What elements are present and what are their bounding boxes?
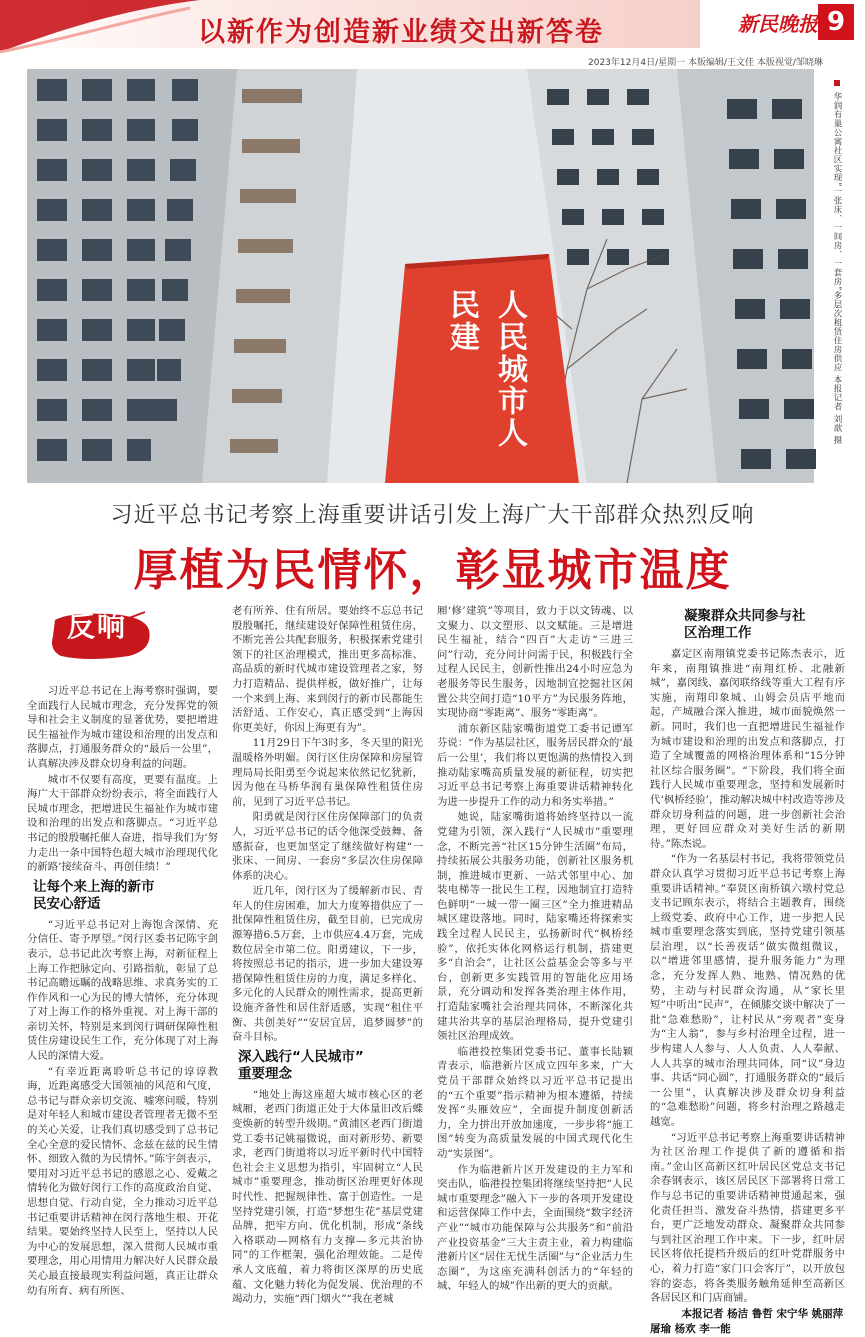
page-number: 9 [818,4,854,40]
paragraph: 城市不仅要有高度，更要有温度。上海广大干部群众纷纷表示，将全面践行人民城市理念，把增进民生福祉作为城市建设和治理的出发点和落脚点。“习近平总书记的殷殷嘱托催人奋进，指导我们为‘努力走出一条中国特色超大城市治理现代化的新路’接续奋斗、再创佳绩！” [27,773,218,874]
byline-line: 屠瑜 杨欢 李一能 [650,1322,731,1335]
paragraph: 嘉定区南翔镇党委书记陈杰表示，近年来，南翔镇推进“南翔红桥、北融新城”，嘉闵线、嘉闵联络线等重大工程有序实施，南翔印象城、山姆会员店平地而起，产城融合深入推进，城市面貌焕然一新。同时，我们也一直把增进民生福祉作为城市建设和治理的出发点和落脚点，打造了全域覆盖的网格治理体系和“15分钟社区综合服务圈”。“下阶段，我们将全面践行人民城市重要理念，坚持和发展新时代‘枫桥经验’，推动解决城中村改造等涉及群众切身利益的问题，进一步创新社会治理，更好回应群众对美好生活的新期待。”陈杰说。 [650,648,845,850]
headline-kicker: 习近平总书记考察上海重要讲话引发上海广大干部群众热烈反响 [110,503,755,528]
paragraph: 浦东新区陆家嘴街道党工委书记谭军芬说：“作为基层社区，服务居民群众的‘最后一公里’，我们将以更饱满的热情投入到推动陆家嘴高质量发展的新征程，切实把习近平总书记考察上海重要讲话精神转化为进一步提升工作的动力和务实举措。” [437,722,633,808]
paragraph: 临港投控集团党委书记、董事长陆颖青表示，临港新片区成立四年多来，广大党员干部群众始终以习近平总书记提出的“五个重要”指示精神为根本遵循，持续发挥“头雁效应”，全面提升制度创新活力，全力拼出开放加速度，一步步将“施工图”转变为高质量发展的中国式现代化生动“实景图”。 [437,1045,633,1160]
paragraph: 厢‘修’建筑”等项目，致力于以文铸魂、以文聚力、以文塑形、以文赋能。三是增进民生福祉，结合“四百”大走访“三进三问”行动，充分问计问需于民，积极践行全过程人民民主，创新性推出24小时应急为老服务等民生服务，因地制宜挖掘社区闲置公共空间打造“10平方”为民服务阵地，实现协商“零距离”、服务“零距离”。 [437,605,633,720]
subhead-line: 重要理念 [238,1065,292,1082]
paragraph: 老有所养、住有所居。要始终不忘总书记殷殷嘱托，继续建设好保障性租赁住房，不断完善公共配套服务，积极探索党建引领下的社区治理模式，推出更多高标准、高品质的新时代城市建设管理者之家，努力打造精品、提供样板，做好推广，让每一个来到上海、来到闵行的新市民都能生活舒适、工作安心，真正感受到“上海因你更美好，你因上海更有为”。 [232,605,423,734]
byline-line: 本报记者 杨洁 鲁哲 宋宁华 姚丽萍 [681,1307,844,1320]
banner-slogan: 人民城市人民建 [444,289,527,449]
subhead-line: 民安心舒适 [33,895,101,912]
article-column-2 [232,604,423,1306]
section-badge [27,604,218,682]
article-column-4 [650,604,845,1335]
paragraph: 作为临港新片区开发建设的主力军和突击队，临港投控集团将继续坚持把“人民城市重要理念”融入下一步的各项开发建设和运营保障工作中去，全面围绕“数字经济产业”“城市功能保障与公共服务”和“前沿产业投资基金”三大主责主业，着力构建临港新片区“居住无忧生活圈”与“企业活力生态圈”，为这座充满科创活力的“年轻的城、年轻人的城”作出新的更大的贡献。 [437,1163,633,1293]
decorative-swoosh [0,0,200,52]
paragraph: “习近平总书记考察上海重要讲话精神为社区治理工作提供了新的遵循和指南。”金山区高新区红叶居民区党总支书记余春钢表示，该区居民区下部署将日常工作与总书记的重要讲话精神贯通起来，强化责任担当、激发奋斗热情，搭建更多平台，更广泛地发动群众、凝聚群众共同参与到社区治理工作中来。下一步，红叶居民区将依托提档升级后的红叶党群服务中心，着力打造“家门口会客厅”，以开放包容的姿态，将各类服务触角延伸至高新区各居民区和门店商铺。 [650,1131,845,1305]
byline [650,1307,845,1337]
page-slogan: 以新作为创造新业绩交出新答卷 [198,17,604,48]
paragraph: “有幸近距离聆听总书记的谆谆教诲，近距离感受大国领袖的风范和气度，总书记与群众亲切交流、嘘寒问暖，特别是对年轻人和城市建设者管理者无微不至的关心关爱，让我们真切感受到了总书记全心全意的爱民情怀、念兹在兹的民生情怀、细致入微的为民情怀。”陈宇剑表示，要用对习近平总书记的感恩之心、爱戴之情转化为做好闵行工作的高度政治自觉、思想自觉、行动自觉，全力推动习近平总书记重要讲话精神在闵行落地生根、开花结果。要始终坚持人民至上，坚持以人民为中心的发展思想，深入贯彻人民城市重要理念，用心用情用力解决好人民群众最关心最直接最现实利益问题，真正让群众幼有所育、病有所医、 [27,1065,218,1297]
paragraph: “习近平总书记对上海饱含深情、充分信任、寄予厚望。”闵行区委书记陈宇剑表示，总书记此次考察上海，对新征程上上海工作把脉定向、引路指航，彰显了总书记高瞻远瞩的战略思维、求真务实的工作作风和一心为民的博大情怀，充分体现了对上海工作的格外重视、对上海干部的亲切关怀，特别是来到闵行调研保障性租赁住房建设民生工作，充分体现了对上海人民的深情大爱。 [27,918,218,1063]
paragraph: 近几年，闵行区为了缓解新市民、青年人的住房困难，加大力度筹措供应了一批保障性租赁住房，截至目前，已完成房源筹措6.5万套，上市供应4.4万套，完成数位居全市第二位。阳勇建议，下一步，将按照总书记的指示，进一步加大建设筹措保障性租赁住房的力度，满足多样化、多元化的人民群众的刚性需求，提高更新设施齐备性和居住舒适感，实现“租住平衡、共创美好”“安居宜居，追梦圆梦”的奋斗目标。 [232,885,423,1044]
paragraph: “地处上海这座超大城市核心区的老城厢，老西门街道正处于大体量旧改后蝶变焕新的转型升级期。”黄浦区老西门街道党工委书记姚福微说，面对新形势、新要求，老西门街道将以习近平新时代中国特色社会主义思想为指引，牢固树立“人民城市”重要理念，推动街区治理更好体现时代性、把握规律性、富于创造性。一是坚持党建引领，打造“梦想生花”基层党建品牌，把牢方向、优化机制，形成“条线入格联动—网格有力支撑—多元共治协同”的工作框架，强化治理效能。二是传承人文底蕴，着力将街区深厚的历史底蕴、文化魅力转化为促发展、优治理的不竭动力，实施“西门烟火”“我在老城 [232,1088,423,1306]
subhead-line: 让每个来上海的新市 [33,878,155,895]
section-subhead [684,608,845,642]
lead-photo [27,69,814,483]
section-subhead [238,1049,423,1083]
masthead [0,0,865,52]
paragraph: “作为一名基层村书记，我将带领党员群众认真学习贯彻习近平总书记考察上海重要讲话精神。”奉贤区南桥镇六墩村党总支书记顾东表示，将结合主题教育，围绕上级党委、政府中心工作，进一步把人民城市重要理念落实到底，坚持党建引领基层治理，以“长善夜话”做实微组微议，以“增进邻里感情，提升服务能力”为理念，充分发挥人熟、地熟、情况熟的优势，主动与村民群众沟通，从“家长里短”中听出“民声”，在倾膝交谈中解决了一批“急难愁盼”，让村民从“旁观者”变身为“主人翁”，参与乡村治理全过程，进一步构建人人参与、人人负责、人人奉献、人人共享的城市治理共同体，同“议”身边事、共话“同心圆”，打通服务群众的“最后一公里”，认真解决涉及群众切身利益的“急难愁盼”问题，将乡村治理之路越走越宽。 [650,853,845,1128]
subhead-line: 凝聚群众共同参与社 [684,608,806,624]
caption-marker [834,80,840,86]
paragraph: 11月29日下午3时多，冬天里的阳光温暖格外明媚。闵行区住房保障和房屋管理局局长阳勇至今说起来依然记忆犹新，因为他在马桥华润有巢保障性租赁住房前，见到了习近平总书记。 [232,737,423,808]
main-headline: 厚植为民情怀，彰显城市温度 [133,545,732,596]
dateline: 2023年12月4日/星期一 本版编辑/王文佳 本版视觉/邹晓琳 [588,58,823,68]
paragraph: 习近平总书记在上海考察时强调，要全面践行人民城市理念，充分发挥党的领导和社会主义制度的显著优势，要把增进民生福祉作为城市建设和治理的出发点和落脚点，打通服务群众的“最后一公里”，认真解决涉及群众切身利益的问题。 [27,685,218,770]
paragraph: 阳勇就是闵行区住房保障部门的负责人，习近平总书记的话令他深受鼓舞、备感振奋，也更加坚定了继续做好构建“一张床、一间房、一套房”多层次住房保障体系的决心。 [232,811,423,882]
photo-caption [826,80,842,480]
section-subhead [33,879,218,913]
photo-caption-text: 华润有巢公寓社区实现“一张床、一间房、一套房”多层次租赁住房供应 本报记者 刘歆 摄 [832,92,842,445]
section-badge-label: 反响 [67,610,128,643]
paragraph: 她说，陆家嘴街道将始终坚持以一流党建为引领，深入践行“人民城市”重要理念，不断完善“社区15分钟生活圈”布局，持续拓展公共服务功能，创新社区服务机制，推进城市更新、一站式邻里中心、加装电梯等一批民生工程，因地制宜打造特色鲜明“一城一带一圈三区”全力推进精品城区建设落地。同时，陆家嘴还将探索实践全过程人民民主，弘扬新时代“枫桥经验”，依托实体化网格运行机制，搭建更多“自治会”，让社区公益基金会等多与平台，创新更多实践管用的智能化应用场景，充分调动和发挥各类治理主体作用，打造陆家嘴社会治理共同体，不断深化共建共治共享的基层治理格局，提升党建引领社区治理成效。 [437,811,633,1043]
article-column-3 [437,604,633,1293]
newspaper-logo: 新民晚报 [738,12,818,36]
article-column-1 [27,604,218,1297]
subhead-line: 区治理工作 [684,625,752,641]
subhead-line: 深入践行“人民城市” [238,1048,364,1065]
